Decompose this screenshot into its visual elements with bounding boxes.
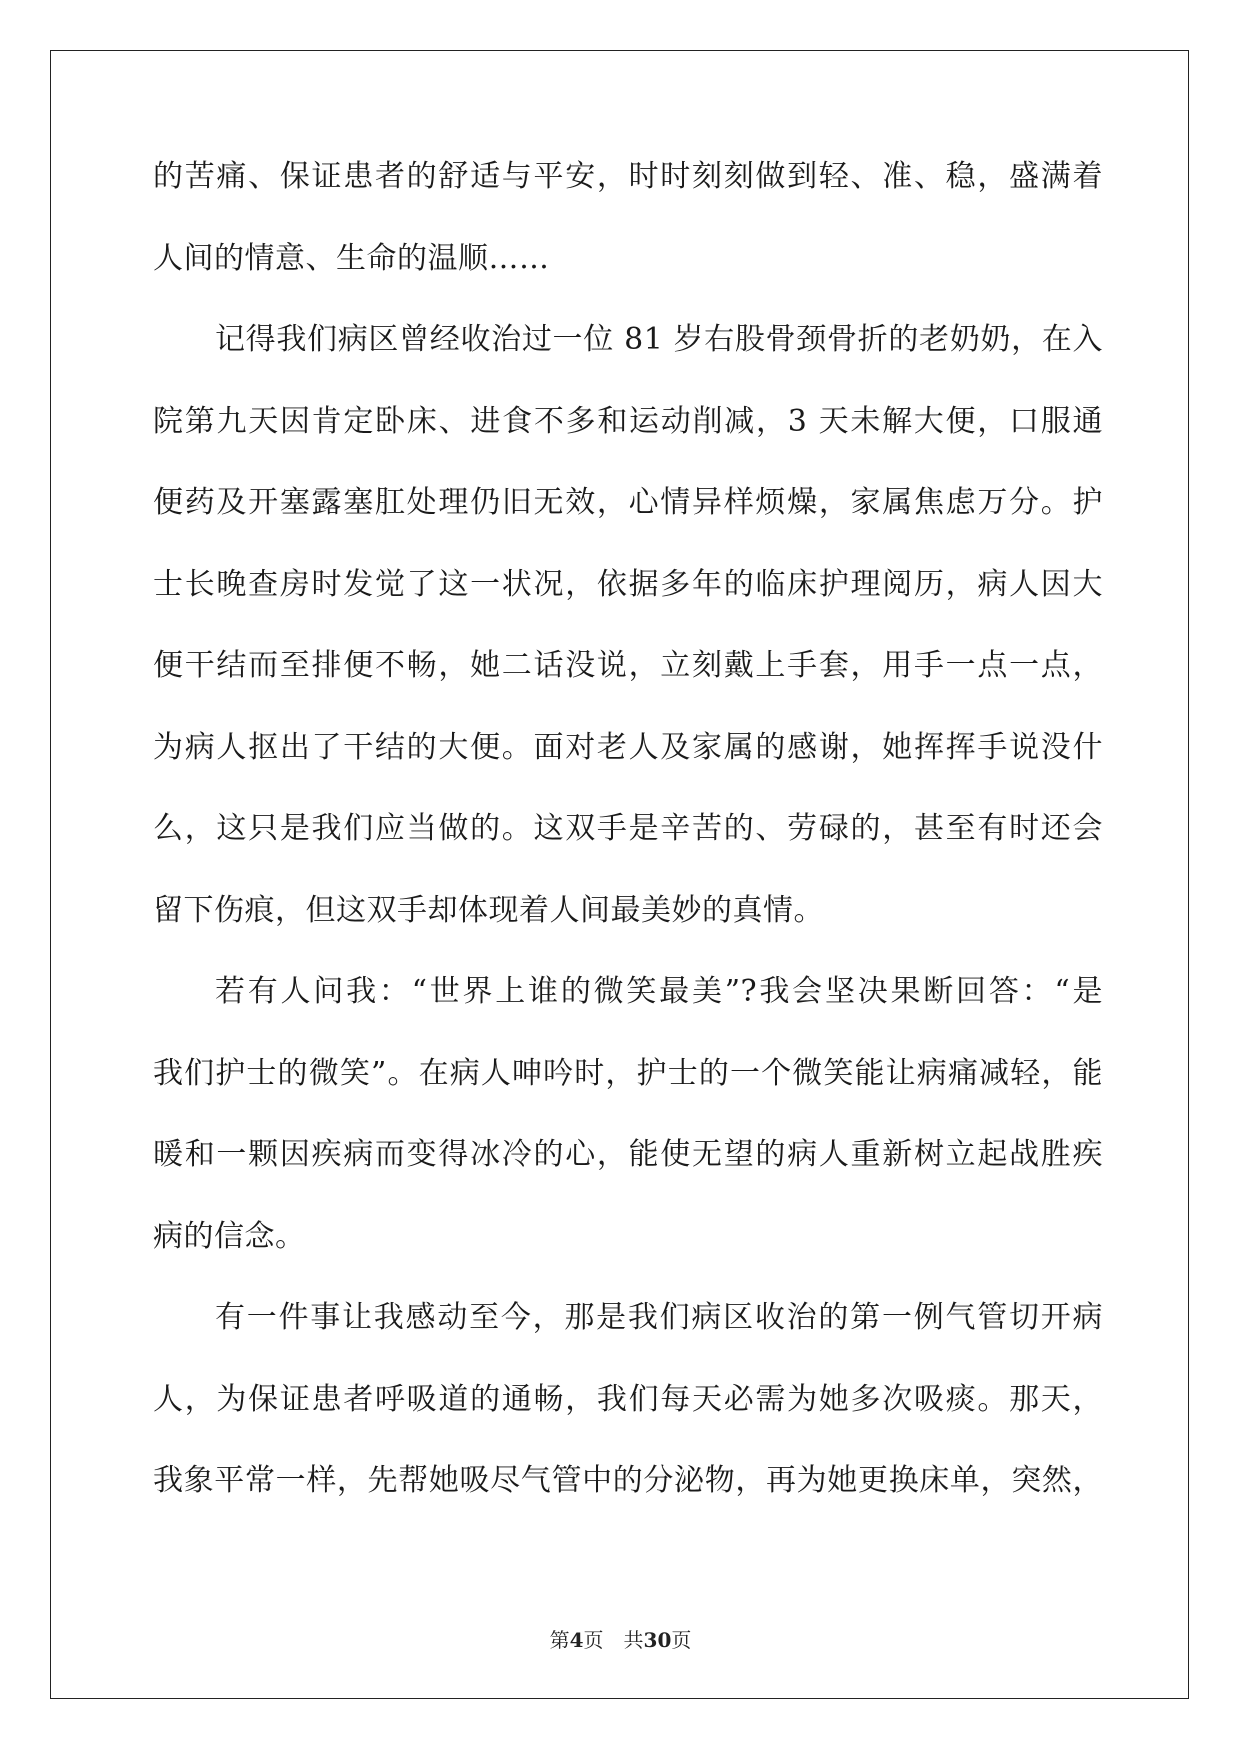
text-line: 病的信念。 bbox=[153, 1218, 306, 1254]
text-line: 人，为保证患者呼吸道的通畅，我们每天必需为她多次吸痰。那天， bbox=[153, 1381, 1103, 1417]
text-line: 留下伤痕，但这双手却体现着人间最美妙的真情。 bbox=[153, 892, 824, 928]
text-line: 便干结而至排便不畅，她二话没说，立刻戴上手套，用手一点一点， bbox=[153, 648, 1103, 683]
current-page-number: 4 bbox=[569, 1628, 584, 1652]
page-footer bbox=[0, 1628, 1241, 1652]
text-line: 人间的情意、生命的温顺…… bbox=[153, 240, 550, 276]
document-body bbox=[153, 159, 1103, 1548]
text-line: 么，这只是我们应当做的。这双手是辛苦的、劳碌的，甚至有时还会 bbox=[153, 811, 1103, 846]
footer-mid: 页 共 bbox=[583, 1628, 644, 1652]
text-line: 的苦痛、保证患者的舒适与平安，时时刻刻做到轻、准、稳，盛满着 bbox=[153, 159, 1103, 194]
total-page-count: 30 bbox=[643, 1628, 672, 1652]
footer-suffix: 页 bbox=[671, 1628, 692, 1652]
text-line: 为病人抠出了干结的大便。面对老人及家属的感谢，她挥挥手说没什 bbox=[153, 729, 1103, 765]
paragraph-start-line: 记得我们病区曾经收治过一位 81 岁右股骨颈骨折的老奶奶，在入 bbox=[215, 322, 1103, 357]
text-line: 我们护士的微笑”。在病人呻吟时，护士的一个微笑能让病痛减轻，能 bbox=[153, 1055, 1103, 1091]
text-line: 院第九天因肯定卧床、进食不多和运动削减，3 天未解大便，口服通 bbox=[153, 403, 1103, 439]
paragraph-start-line: 有一件事让我感动至今，那是我们病区收治的第一例气管切开病 bbox=[215, 1300, 1103, 1335]
text-line: 暖和一颗因疾病而变得冰冷的心，能使无望的病人重新树立起战胜疾 bbox=[153, 1137, 1103, 1172]
paragraph-start-line: 若有人问我：“世界上谁的微笑最美”?我会坚决果断回答：“是 bbox=[215, 974, 1103, 1009]
footer-prefix: 第 bbox=[549, 1628, 570, 1652]
text-line: 我象平常一样，先帮她吸尽气管中的分泌物，再为她更换床单，突然， bbox=[153, 1463, 1103, 1498]
text-line: 士长晚查房时发觉了这一状况，依据多年的临床护理阅历，病人因大 bbox=[153, 566, 1103, 602]
text-line: 便药及开塞露塞肛处理仍旧无效，心情异样烦燥，家属焦虑万分。护 bbox=[153, 485, 1103, 520]
